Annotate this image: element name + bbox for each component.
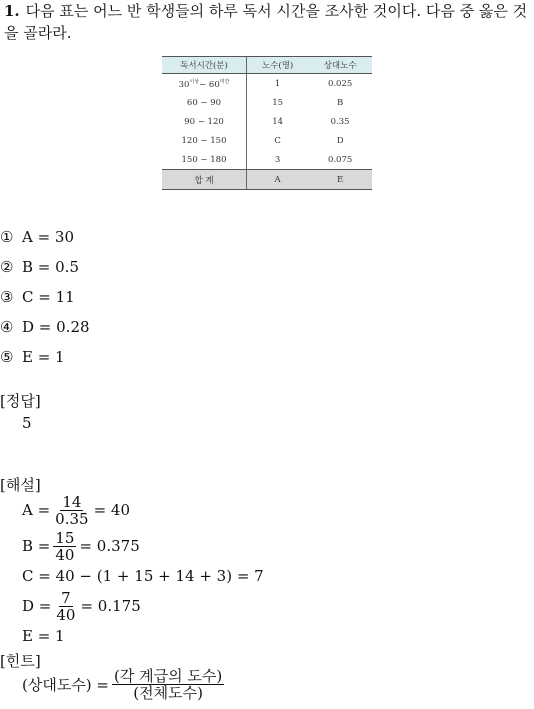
equation-e: E = 1 bbox=[22, 627, 65, 645]
choice-list bbox=[0, 222, 90, 372]
range-cell: 150 ~ 180 bbox=[162, 150, 247, 170]
count-cell: C bbox=[274, 135, 281, 146]
choice-2[interactable]: ② B = 0.5 bbox=[0, 258, 79, 276]
explanation-title: [해설] bbox=[0, 476, 41, 494]
range-cell: $30^{이상}\sim$ $60^{미만}$ bbox=[162, 74, 247, 94]
table-header-row bbox=[162, 57, 372, 74]
choice-1[interactable]: ① A = 30 bbox=[0, 228, 75, 246]
total-count: A bbox=[247, 170, 309, 190]
question-text: 다음 표는 어느 반 학생들의 하루 독서 시간을 조사한 것이다. 다음 중 옳은 것을 골라라. bbox=[4, 2, 528, 42]
question bbox=[4, 0, 532, 44]
header-count: 노수(명) bbox=[247, 57, 309, 74]
fraction: $\frac{7}{40}$ bbox=[56, 588, 76, 624]
header-reading-time: 독서시간(분) bbox=[162, 57, 247, 74]
equation-a: A = $\frac{14}{0.35}$ = 40 bbox=[22, 492, 131, 528]
count-cell: 14 bbox=[272, 116, 284, 127]
relative-cell: 0.35 bbox=[330, 116, 350, 127]
table-row bbox=[162, 74, 372, 94]
total-relative: E bbox=[308, 170, 372, 190]
relative-cell: 0.025 bbox=[327, 78, 353, 89]
table-row bbox=[162, 93, 372, 112]
equation-b: B = $\frac{15}{40}$ = 0.375 bbox=[22, 528, 140, 564]
fraction: $\frac{15}{40}$ bbox=[55, 528, 75, 564]
fraction: $\frac{14}{0.35}$ bbox=[55, 492, 89, 528]
count-cell: 3 bbox=[274, 154, 281, 165]
choice-5[interactable]: ⑤ E = 1 bbox=[0, 348, 65, 366]
header-relative: 상대노수 bbox=[308, 57, 372, 74]
fraction: $\frac{\text{(각 계급의 도수)}}{\text{(전체도수)}}$ bbox=[114, 667, 223, 702]
choice-3[interactable]: ③ C = 11 bbox=[0, 288, 75, 306]
answer-value: 5 bbox=[22, 414, 32, 432]
relative-cell: D bbox=[336, 135, 344, 146]
relative-cell: 0.075 bbox=[327, 154, 353, 165]
question-number: 1. bbox=[4, 2, 20, 20]
hint-equation: (상대도수) = $\frac{\text{(각 계급의 도수)}}{\text{(전체도수)}}$ bbox=[22, 667, 223, 702]
total-label: 합 계 bbox=[162, 170, 247, 190]
range-cell: 60 ~ 90 bbox=[162, 93, 247, 112]
equation-d: D = $\frac{7}{40}$ = 0.175 bbox=[22, 588, 141, 624]
range-cell: 120 ~ 150 bbox=[162, 131, 247, 150]
range-cell: 90 ~ 120 bbox=[162, 112, 247, 131]
table-row bbox=[162, 131, 372, 150]
count-cell: 15 bbox=[272, 97, 284, 108]
relative-cell: B bbox=[336, 97, 344, 108]
hint-title: [힌트] bbox=[0, 652, 41, 670]
table-total-row bbox=[162, 170, 372, 190]
choice-4[interactable]: ④ D = 0.28 bbox=[0, 318, 90, 336]
table-row bbox=[162, 112, 372, 131]
answer-title: [정답] bbox=[0, 392, 41, 410]
table-row bbox=[162, 150, 372, 170]
explanation-body bbox=[22, 492, 264, 648]
count-cell: 1 bbox=[274, 78, 281, 89]
frequency-table bbox=[162, 56, 372, 190]
equation-c: C = 40 − (1 + 15 + 14 + 3) = 7 bbox=[22, 567, 264, 585]
